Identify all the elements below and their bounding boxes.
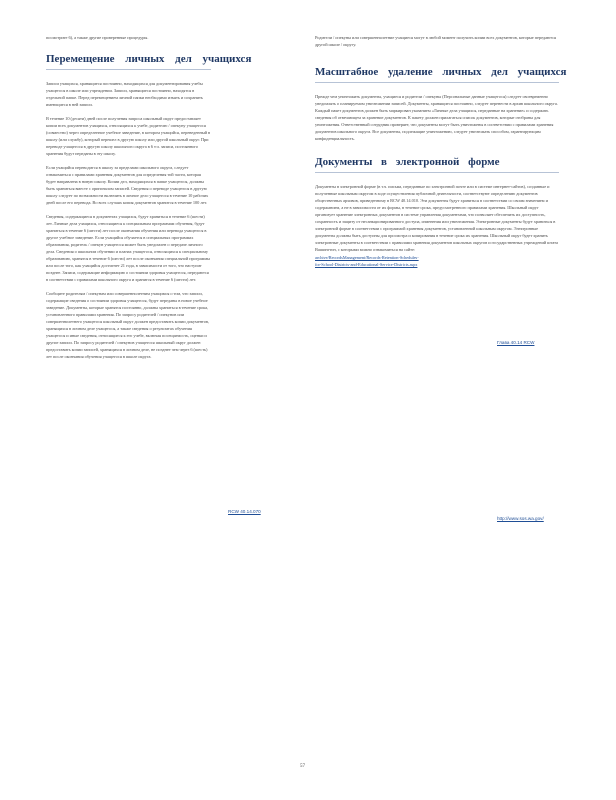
paragraph: Записи учащихся, хранящиеся постоянно, находящихся для документирования учебы учащегося в школе или учреждении. Записи, хранящиеся постоянно, находятся в отдельной папке. Перед перемещением личной папки необходимо изъять и сохранить имеющиеся в ней записи. xyxy=(46,81,203,107)
right-column xyxy=(315,34,567,268)
section-heading-electronic: Документы в электронной форме xyxy=(315,156,500,168)
heading-rule xyxy=(46,69,211,70)
left-column xyxy=(46,34,252,367)
intro-line: посмотрите 6), а также другие проверенные процедуры. xyxy=(46,35,149,40)
page-number: 57 xyxy=(300,764,305,769)
paragraph: В течение 10 (десяти) дней после получения запроса школьный округ предоставляет копии всех документов учащихся, относящихся к учебе, родителю / опекуну учащегося (совместно) через определенное учебное заведение, в котором учащийся, переведенный в школу (или службу), который перешел в другую школу или другой школьный округ. При переводе учащегося в другую школу школьного округа в 6 т.ч. записи, постоянного хранения будут переданы в эту школу. xyxy=(46,116,211,156)
paragraph: Если учащийся переводится в школу за пределами школьного округа, следует ознакомиться с правилами хранения документов для определения той части, которая будет направлена в новую школу. Копии дел, находящихся в папке учащегося, должны быть храниться вместе с оригиналом записей. Сведения о переводе учащегося в другую школу следует по возможности включить в личное дело учащегося в течение 10 рабочих дней после его перевода. Во всех случаях копия документов хранится в течение 100 лет. xyxy=(46,165,209,205)
margin-reference-sos-link[interactable]: http://www.sos.wa.gov/ xyxy=(497,516,544,521)
paragraph: Документы в электронной форме (в т.ч. письма, переданные по электронной почте или в системе интернет-сайтов), созданные и полученные школьным округом в ходе осуществления публичной деятельности, соответствуют определению документов общественных архивов, приведенному в RCW 40.14.010. Эти документы будут храниться в соответствии со своим значением и содержанием, а не в зависимости от их формы, в течение срока, предусмотренного правилами хранения. Школьный округ организует хранение электронных документов в системе управления документами, что позволяет обеспечить их доступность, сохранность и защиту от несанкционированного доступа, изменения или уничтожения. Электронные документы будут храниться в электронной форме в соответствии с программой хранения документов, установленной школьным округом. Электронные документы должны быть доступны для просмотра и копирования в течение срока их хранения. Школьный округ будет хранить электронные документы в соответствии с правилами хранения документов школьных округов и государственных учреждений штата Вашингтон, с которыми можно ознакомиться на сайте: xyxy=(315,184,558,252)
section-heading-deletion: Масштабное удаление личных дел учащихся xyxy=(315,66,567,78)
paragraph: Сведения, содержащиеся в документах учащихся, будут храниться в течение 6 (шести) лет. Личные дела учащихся, относящиеся к специальным программам обучения, будут храниться в течение 6 (шести) лет после окончания обучения или перевода учащегося в другое учебное заведение. Если учащийся обучается в специальных программах образования, родитель / опекун учащегося может быть уведомлен о передаче личного дела. Сведения о школьном обучении и планах учащегося, относящихся к специальному образованию, хранятся в течение 6 (шести) лет после окончания специальной программы или после того, как учащийся достигнет 21 года, в зависимости от того, что наступит позднее. Записи, содержащие информацию о состоянии здоровья учащегося, передаются в соответствии с правилами школьного округа и хранятся в течение 6 (шести) лет. xyxy=(46,214,210,282)
intro-paragraph: Родители / опекуны или совершеннолетние учащиеся могут в любой момент получить копии всех документов, которые передаются другой школе / округу. xyxy=(315,35,556,47)
section-heading-transfer: Перемещение личных дел учащихся xyxy=(46,53,252,65)
paragraph: Сообщите родителям / опекунам или совершеннолетним учащимся о том, что записи, содержащие сведения о состоянии здоровья учащегося, будут переданы в новое учебное заведение. Документы, которые хранятся постоянно, должны храниться в течение срока, установленного правилами хранения. По запросу родителей / опекунов или совершеннолетнего учащегося школьный округ должен предоставить копии документов, хранящихся в личном деле учащегося, а также сведения о результатах обучения учащегося и иные сведения, относящиеся к его учебе, включая посещаемость, оценки и другие записи. По запросу родителей / опекунов учащегося школьный округ должен предоставить копии записей, хранящихся в личном деле, не позднее чем через 6 (шесть) лет после окончания обучения учащегося в школе округа. xyxy=(46,291,209,359)
heading-rule xyxy=(315,82,559,83)
margin-reference-rcw[interactable]: RCW 40.14.070 xyxy=(228,509,261,514)
archive-link-line-1[interactable]: archive/RecordsManagement/Records-Retention-Schedules- xyxy=(315,255,419,260)
section-electronic-documents xyxy=(315,156,559,173)
heading-rule xyxy=(315,172,559,173)
margin-reference-chapter[interactable]: Глава 40.14 RCW xyxy=(497,340,535,345)
section-student-records-transfer xyxy=(46,53,252,70)
archive-link-line-2[interactable]: for-School-Districts-and-Educational-Service-Districts.aspx xyxy=(315,262,418,267)
paragraph: Прежде чем уничтожить документы, учащиеся и родители / опекуны (Персональные данные учащегося) следует своевременно уведомлять о планируемом уничтожении записей. Документы, хранящиеся постоянно, следует перенести в архив школьного округа. Каждый пакет документов должен быть маркирован указанием «Личные дела учащихся, переданные на хранение» и содержать сведения об отвечающем за хранение документов. К пакету должен прилагаться список документов, которые отобраны для уничтожения. Ответственный сотрудник проверяет, что документы могут быть уничтожены в соответствии с правилами хранения документов школьного округа. Все документы, подлежащие уничтожению, следует уничтожать способом, гарантирующим конфиденциальность. xyxy=(315,94,558,141)
section-mass-deletion xyxy=(315,66,567,83)
